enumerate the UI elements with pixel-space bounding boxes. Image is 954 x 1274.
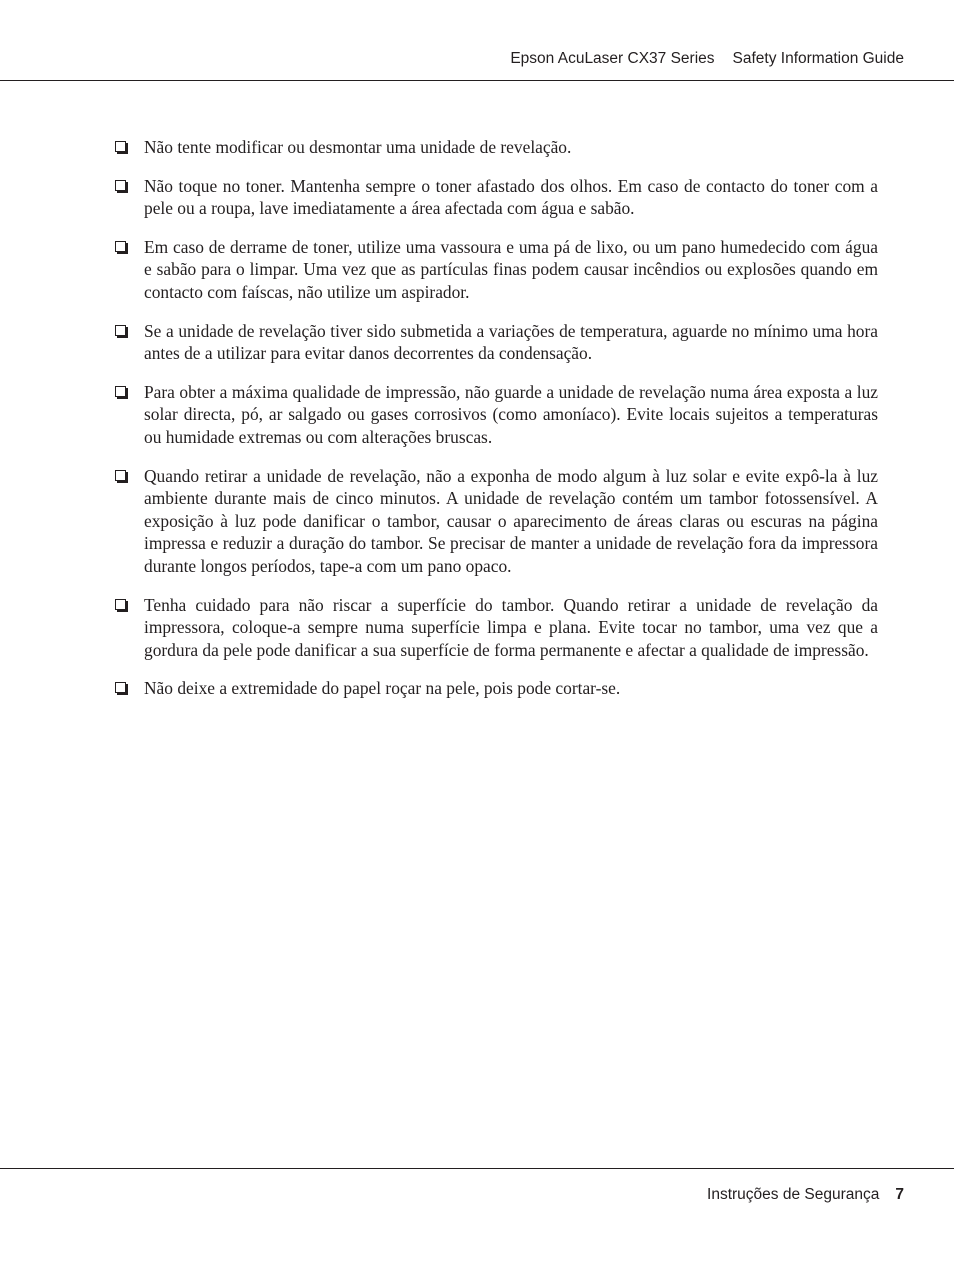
checkbox-bullet-icon [115, 599, 126, 610]
bullet-item [115, 465, 878, 578]
page-number: 7 [895, 1186, 904, 1203]
checkbox-bullet-icon [115, 180, 126, 191]
checkbox-bullet-icon [115, 141, 126, 152]
bullet-text: Não tente modificar ou desmontar uma unidade de revelação. [144, 137, 572, 157]
header-product-title: Epson AcuLaser CX37 Series [510, 50, 715, 67]
bullet-text: Tenha cuidado para não riscar a superfície do tambor. Quando retirar a unidade de revelação da impressora, coloque-a sempre numa superfície limpa e plana. Evite tocar no tambor, uma vez que a gordura da pele pode danificar a sua superfície de forma permanente e afectar a qualidade de impressão. [144, 594, 878, 660]
bullet-text: Se a unidade de revelação tiver sido submetida a variações de temperatura, aguarde no mínimo uma hora antes de a utilizar para evitar danos decorrentes da condensação. [144, 320, 878, 364]
checkbox-bullet-icon [115, 386, 126, 397]
bullet-item [115, 236, 878, 304]
bullet-text: Em caso de derrame de toner, utilize uma vassoura e uma pá de lixo, ou um pano humedecido com água e sabão para o limpar. Uma vez que as partículas finas podem causar incêndios ou explosões quando em contacto com faíscas, não utilize um aspirador. [144, 236, 878, 302]
running-header [510, 50, 904, 68]
bullet-item [115, 175, 878, 220]
running-footer [707, 1186, 904, 1204]
bullet-text: Não toque no toner. Mantenha sempre o toner afastado dos olhos. Em caso de contacto do toner com a pele ou a roupa, lave imediatamente a área afectada com água e sabão. [144, 175, 878, 219]
checkbox-bullet-icon [115, 470, 126, 481]
bullet-text: Quando retirar a unidade de revelação, não a exponha de modo algum à luz solar e evite expô-la à luz ambiente durante mais de cinco minutos. A unidade de revelação contém um tambor fotossensível. A exposição à luz pode danificar o tambor, causar o aparecimento de áreas claras ou escuras na página impressa e reduzir a duração do tambor. Se precisar de manter a unidade de revelação fora da impressora durante longos períodos, tape-a com um pano opaco. [144, 465, 878, 576]
bullet-text: Para obter a máxima qualidade de impressão, não guarde a unidade de revelação numa área exposta a luz solar directa, pó, ar salgado ou gases corrosivos (como amoníaco). Evite locais sujeitos a temperaturas ou humidade extremas ou com alterações bruscas. [144, 381, 878, 447]
checkbox-bullet-icon [115, 241, 126, 252]
safety-bullet-list [115, 136, 878, 716]
footer-rule [0, 1168, 954, 1169]
bullet-item [115, 677, 878, 700]
header-guide-title: Safety Information Guide [732, 50, 904, 67]
header-rule [0, 80, 954, 81]
bullet-item [115, 594, 878, 662]
checkbox-bullet-icon [115, 325, 126, 336]
bullet-item [115, 381, 878, 449]
footer-section-title: Instruções de Segurança [707, 1186, 880, 1203]
bullet-item [115, 320, 878, 365]
bullet-item [115, 136, 878, 159]
bullet-text: Não deixe a extremidade do papel roçar na pele, pois pode cortar-se. [144, 678, 621, 699]
checkbox-bullet-icon [115, 682, 126, 693]
